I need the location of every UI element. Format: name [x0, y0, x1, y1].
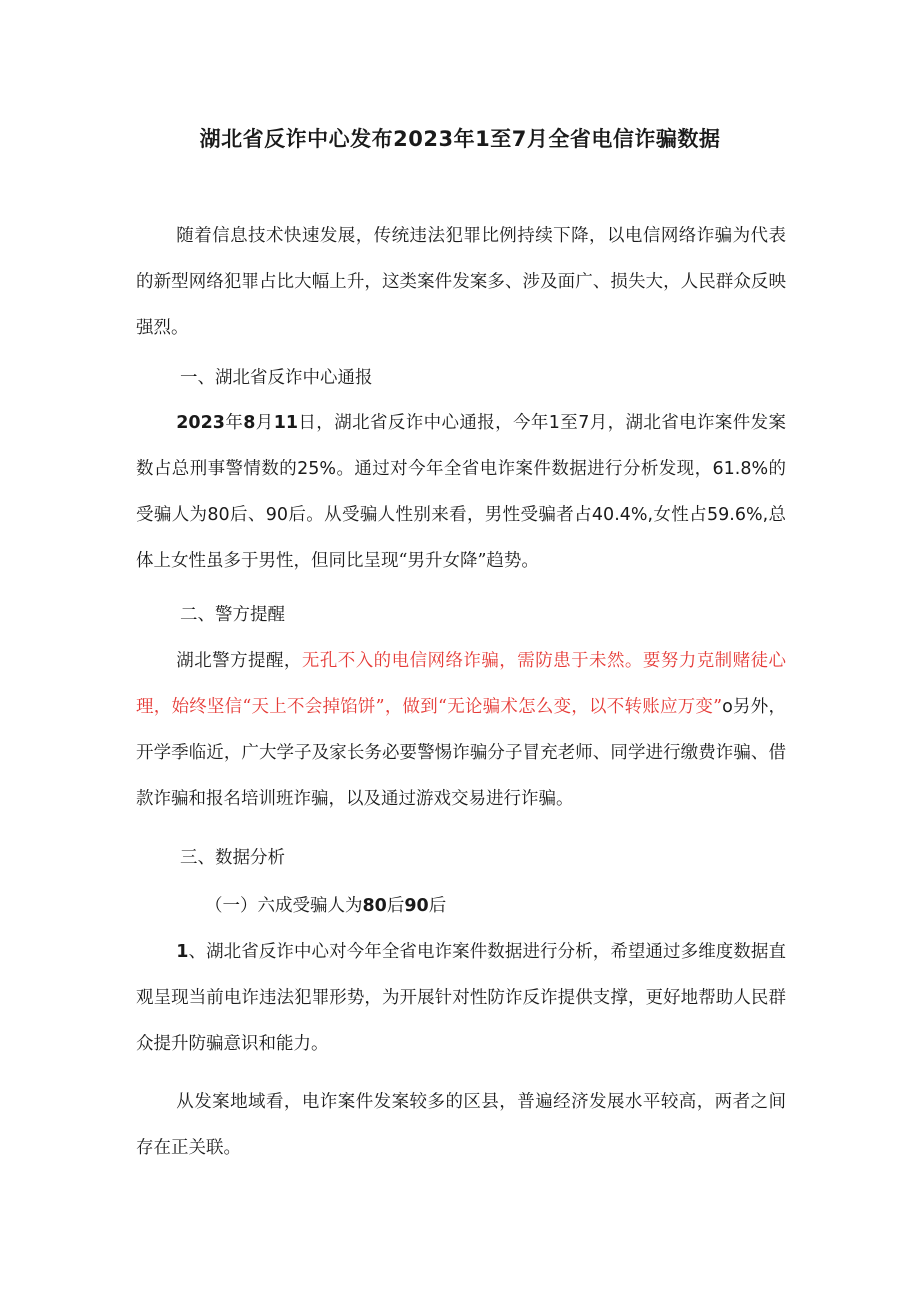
report-month: 8 [243, 413, 256, 433]
section-3-paragraph-1: 1、湖北省反诈中心对今年全省电诈案件数据进行分析，希望通过多维度数据直观呈现当前电诈违法犯罪形势，为开展针对性防诈反诈提供支撑，更好地帮助人民群众提升防骗意识和能力。 [136, 942, 786, 1054]
section-3-paragraph-2: 从发案地域看，电诈案件发案较多的区县，普遍经济发展水平较高，两者之间存在正关联。 [136, 1092, 786, 1158]
section-1-paragraph: 2023年8月11日，湖北省反诈中心通报，今年1至7月，湖北省电诈案件发案数占总刑事警情数的25%。通过对今年全省电诈案件数据进行分析发现，61.8%的受骗人为80后、90后。从受骗人性别来看，男性受骗者占40.4%,女性占59.6%,总体上女性虽多于男性，但同比呈现“男升女降”趋势。 [136, 413, 787, 571]
report-day: 11 [273, 413, 299, 433]
section-3-heading: 三、数据分析 [180, 848, 285, 868]
intro-paragraph: 随着信息技术快速发展，传统违法犯罪比例持续下降，以电信网络诈骗为代表的新型网络犯罪占比大幅上升，这类案件发案多、涉及面广、损失大，人民群众反映强烈。 [136, 226, 786, 338]
section-2-paragraph: 湖北警方提醒，无孔不入的电信网络诈骗，需防患于未然。要努力克制赌徒心理，始终坚信“天上不会掉馅饼”，做到“无论骗术怎么变，以不转账应万变”o另外，开学季临近，广大学子及家长务必要警惕诈骗分子冒充老师、同学进行缴费诈骗、借款诈骗和报名培训班诈骗，以及通过游戏交易进行诈骗。 [136, 651, 787, 809]
male-share-value: 40.4%, [591, 505, 654, 525]
section-2-heading: 二、警方提醒 [180, 605, 285, 625]
page-title: 湖北省反诈中心发布2023年1至7月全省电信诈骗数据 [199, 127, 721, 151]
fraud-share-value: 25%。 [297, 459, 355, 479]
report-year: 2023 [176, 413, 225, 433]
section-1-heading: 一、湖北省反诈中心通报 [180, 368, 373, 388]
female-share-value: 59.6%, [707, 505, 769, 525]
police-warning-highlight: 无孔不入的电信网络诈骗，需防患于未然。要努力克制赌徒心理，始终坚信“天上不会掉馅饼”，做到“无论骗术怎么变，以不转账应万变” [136, 651, 787, 717]
section-3-subheading: （一）六成受骗人为80后90后 [205, 896, 447, 916]
age-share-value: 61.8% [712, 459, 769, 479]
